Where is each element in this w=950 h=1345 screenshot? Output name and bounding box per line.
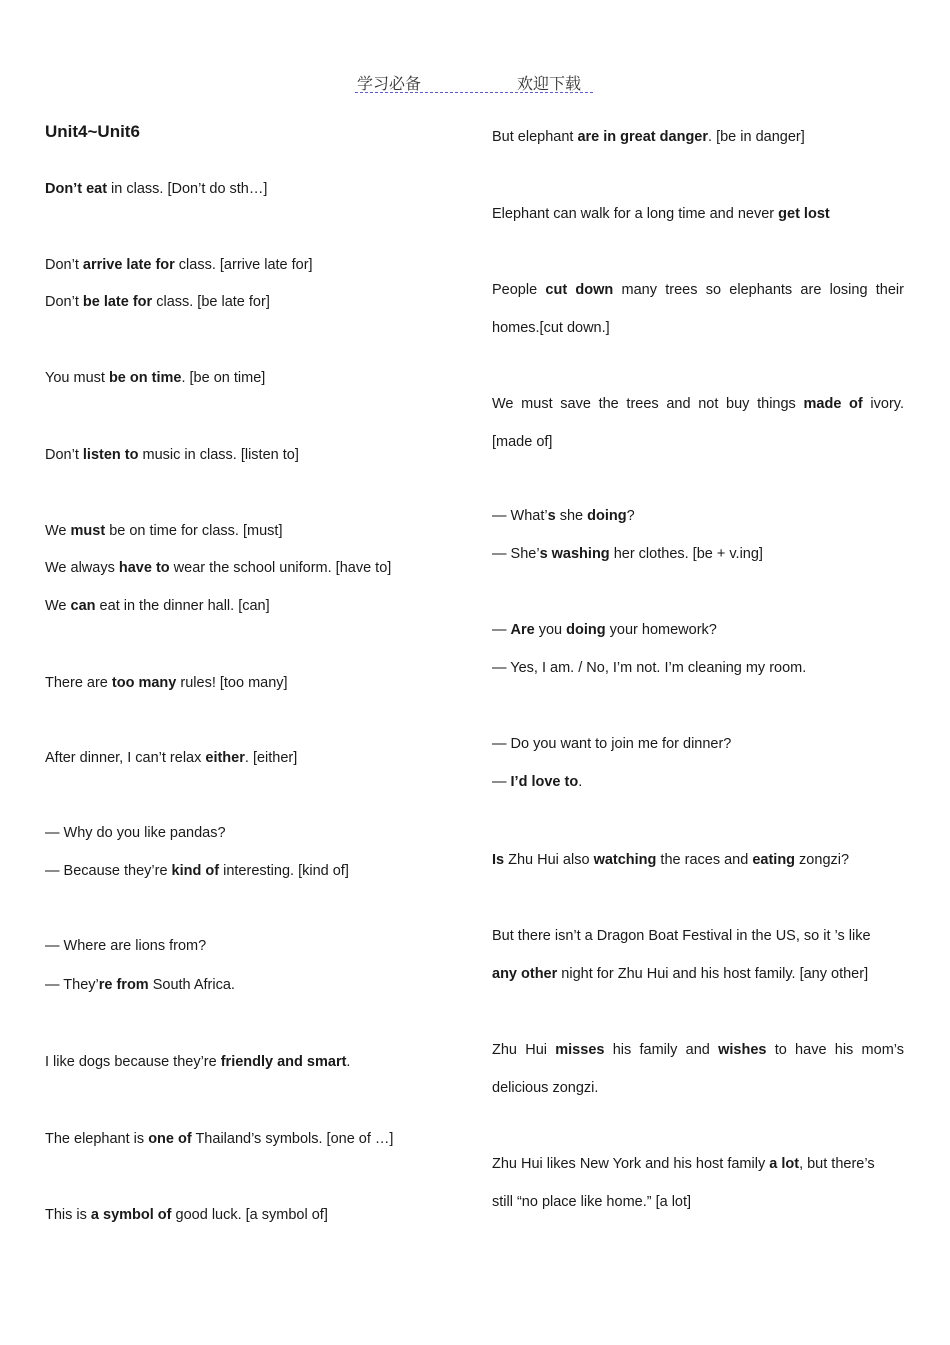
bold-phrase: eating: [752, 852, 796, 868]
sentence-text: Elephant can walk for a long time and never: [492, 206, 779, 222]
sentence-text: wear the school uniform. [have to]: [169, 560, 392, 576]
right-sentence-line: [492, 1193, 691, 1211]
sentence-text: ivory.: [862, 396, 904, 412]
right-sentence-line: [492, 205, 830, 223]
sentence-text: good luck. [a symbol of]: [171, 1207, 328, 1223]
sentence-text: This is: [45, 1207, 91, 1223]
bold-phrase: get lost: [778, 206, 830, 222]
sentence-text: — Because they’re: [45, 863, 172, 879]
bold-phrase: wishes: [718, 1042, 767, 1058]
sentence-text: — Do you want to join me for dinner?: [492, 736, 732, 752]
sentence-text: — What’: [492, 508, 548, 524]
left-sentence-line: [45, 446, 299, 464]
sentence-text: his family and: [604, 1042, 719, 1058]
right-sentence-line: [492, 621, 717, 639]
left-sentence-line: [45, 862, 349, 880]
bold-phrase: watching: [593, 852, 657, 868]
right-sentence-line: [492, 1041, 904, 1059]
sentence-text: — She’: [492, 546, 540, 562]
left-sentence-line: [45, 749, 297, 767]
sentence-text: to have his mom’s: [766, 1042, 904, 1058]
sentence-text: class. [be late for]: [152, 294, 270, 310]
sentence-text: in class. [Don’t do sth…]: [107, 181, 268, 197]
sentence-text: There are: [45, 675, 112, 691]
sentence-text: But elephant: [492, 129, 578, 145]
bold-phrase: any other: [492, 966, 558, 982]
sentence-text: the races and: [656, 852, 753, 868]
bold-phrase: I’d love to: [510, 774, 579, 790]
sentence-text: interesting. [kind of]: [219, 863, 349, 879]
bold-phrase: Don’t eat: [45, 181, 108, 197]
left-sentence-line: [45, 597, 270, 615]
left-sentence-line: [45, 824, 226, 842]
bold-phrase: re from: [98, 977, 149, 993]
left-sentence-line: [45, 976, 235, 994]
sentence-text: Don’t: [45, 257, 83, 273]
right-sentence-line: [492, 433, 552, 451]
sentence-text: .: [578, 774, 583, 790]
right-sentence-line: [492, 128, 805, 146]
sentence-text: Thailand’s symbols. [one of …]: [191, 1131, 394, 1147]
sentence-text: You must: [45, 370, 109, 386]
sentence-text: Zhu Hui likes New York and his host family: [492, 1156, 770, 1172]
right-sentence-line: [492, 927, 871, 945]
sentence-text: homes.[cut down.]: [492, 320, 610, 336]
right-sentence-line: [492, 395, 904, 413]
sentence-text: ?: [626, 508, 635, 524]
sentence-text: many trees so elephants are losing their: [613, 282, 904, 298]
bold-phrase: can: [70, 598, 96, 614]
sentence-text: eat in the dinner hall. [can]: [95, 598, 270, 614]
bold-phrase: be late for: [82, 294, 153, 310]
bold-phrase: either: [205, 750, 245, 766]
right-sentence-line: [492, 319, 610, 337]
bold-phrase: a symbol of: [90, 1207, 172, 1223]
sentence-text: class. [arrive late for]: [174, 257, 313, 273]
right-sentence-line: [492, 735, 731, 753]
sentence-text: zongzi?: [795, 852, 850, 868]
sentence-text: her clothes. [be + v.ing]: [609, 546, 763, 562]
bold-phrase: listen to: [82, 447, 139, 463]
bold-phrase: be on time: [108, 370, 182, 386]
right-sentence-line: [492, 659, 806, 677]
bold-phrase: have to: [118, 560, 170, 576]
sentence-text: South Africa.: [148, 977, 235, 993]
sentence-text: I like dogs because they’re: [45, 1054, 221, 1070]
sentence-text: We: [45, 598, 71, 614]
sentence-text: rules! [too many]: [176, 675, 288, 691]
right-sentence-line: [492, 965, 868, 983]
sentence-text: . [be on time]: [181, 370, 266, 386]
bold-phrase: doing: [587, 508, 627, 524]
bold-phrase: made of: [803, 396, 863, 412]
right-sentence-line: [492, 281, 904, 299]
sentence-text: Don’t: [45, 294, 83, 310]
left-sentence-line: [45, 369, 265, 387]
right-sentence-line: [492, 507, 635, 525]
sentence-text: still “no place like home.” [a lot]: [492, 1194, 692, 1210]
sentence-text: — Yes, I am. / No, I’m not. I’m cleaning my room.: [492, 660, 807, 676]
left-sentence-line: [45, 674, 288, 692]
bold-phrase: arrive late for: [82, 257, 175, 273]
sentence-text: music in class. [listen to]: [138, 447, 299, 463]
bold-phrase: doing: [566, 622, 606, 638]
sentence-text: — They’: [45, 977, 99, 993]
sentence-text: be on time for class. [must]: [105, 523, 283, 539]
sentence-text: We always: [45, 560, 119, 576]
sentence-text: The elephant is: [45, 1131, 149, 1147]
sentence-text: After dinner, I can’t relax: [45, 750, 206, 766]
sentence-text: Zhu Hui also: [504, 852, 594, 868]
right-sentence-line: [492, 545, 763, 563]
left-sentence-line: [45, 559, 391, 577]
sentence-text: she: [555, 508, 588, 524]
left-sentence-line: [45, 293, 270, 311]
bold-phrase: too many: [111, 675, 177, 691]
bold-phrase: Is: [492, 852, 505, 868]
bold-phrase: misses: [555, 1042, 605, 1058]
bold-phrase: a lot: [769, 1156, 800, 1172]
sentence-text: We must save the trees and not buy things: [492, 396, 804, 412]
left-sentence-line: [45, 1053, 350, 1071]
header-left-text: 学习必备: [357, 74, 422, 93]
sentence-text: —: [492, 622, 511, 638]
sentence-text: [made of]: [492, 434, 553, 450]
right-sentence-line: [492, 773, 582, 791]
left-sentence-line: [45, 180, 267, 198]
bold-phrase: must: [70, 523, 106, 539]
right-sentence-line: [492, 1155, 875, 1173]
sentence-text: People: [492, 282, 546, 298]
sentence-text: — Where are lions from?: [45, 938, 207, 954]
right-sentence-line: [492, 1079, 598, 1097]
bold-phrase: s: [547, 508, 556, 524]
sentence-text: your homework?: [605, 622, 717, 638]
bold-phrase: s washing: [539, 546, 610, 562]
sentence-text: Don’t: [45, 447, 83, 463]
left-sentence-line: [45, 937, 206, 955]
bold-phrase: are in great danger: [577, 129, 709, 145]
left-sentence-line: [45, 522, 282, 540]
unit-title: Unit4~Unit6: [45, 122, 140, 141]
bold-phrase: friendly and smart: [220, 1054, 347, 1070]
sentence-text: Zhu Hui: [492, 1042, 556, 1058]
left-sentence-line: [45, 1206, 328, 1224]
left-sentence-line: [45, 256, 313, 274]
sentence-text: . [be in danger]: [708, 129, 805, 145]
bold-phrase: cut down: [545, 282, 614, 298]
header-right-text: 欢迎下载: [517, 74, 582, 93]
sentence-text: night for Zhu Hui and his host family. [any other]: [557, 966, 869, 982]
sentence-text: , but there’s: [799, 1156, 875, 1172]
bold-phrase: Are: [510, 622, 535, 638]
sentence-text: . [either]: [244, 750, 298, 766]
bold-phrase: one of: [148, 1131, 192, 1147]
sentence-text: But there isn’t a Dragon Boat Festival in the US, so it ’s like: [492, 928, 871, 944]
page-header: [355, 70, 593, 93]
right-sentence-line: [492, 851, 849, 869]
sentence-text: — Why do you like pandas?: [45, 825, 226, 841]
sentence-text: We: [45, 523, 71, 539]
left-sentence-line: [45, 1130, 393, 1148]
sentence-text: .: [346, 1054, 351, 1070]
sentence-text: —: [492, 774, 511, 790]
sentence-text: you: [534, 622, 567, 638]
bold-phrase: kind of: [171, 863, 220, 879]
sentence-text: delicious zongzi.: [492, 1080, 599, 1096]
